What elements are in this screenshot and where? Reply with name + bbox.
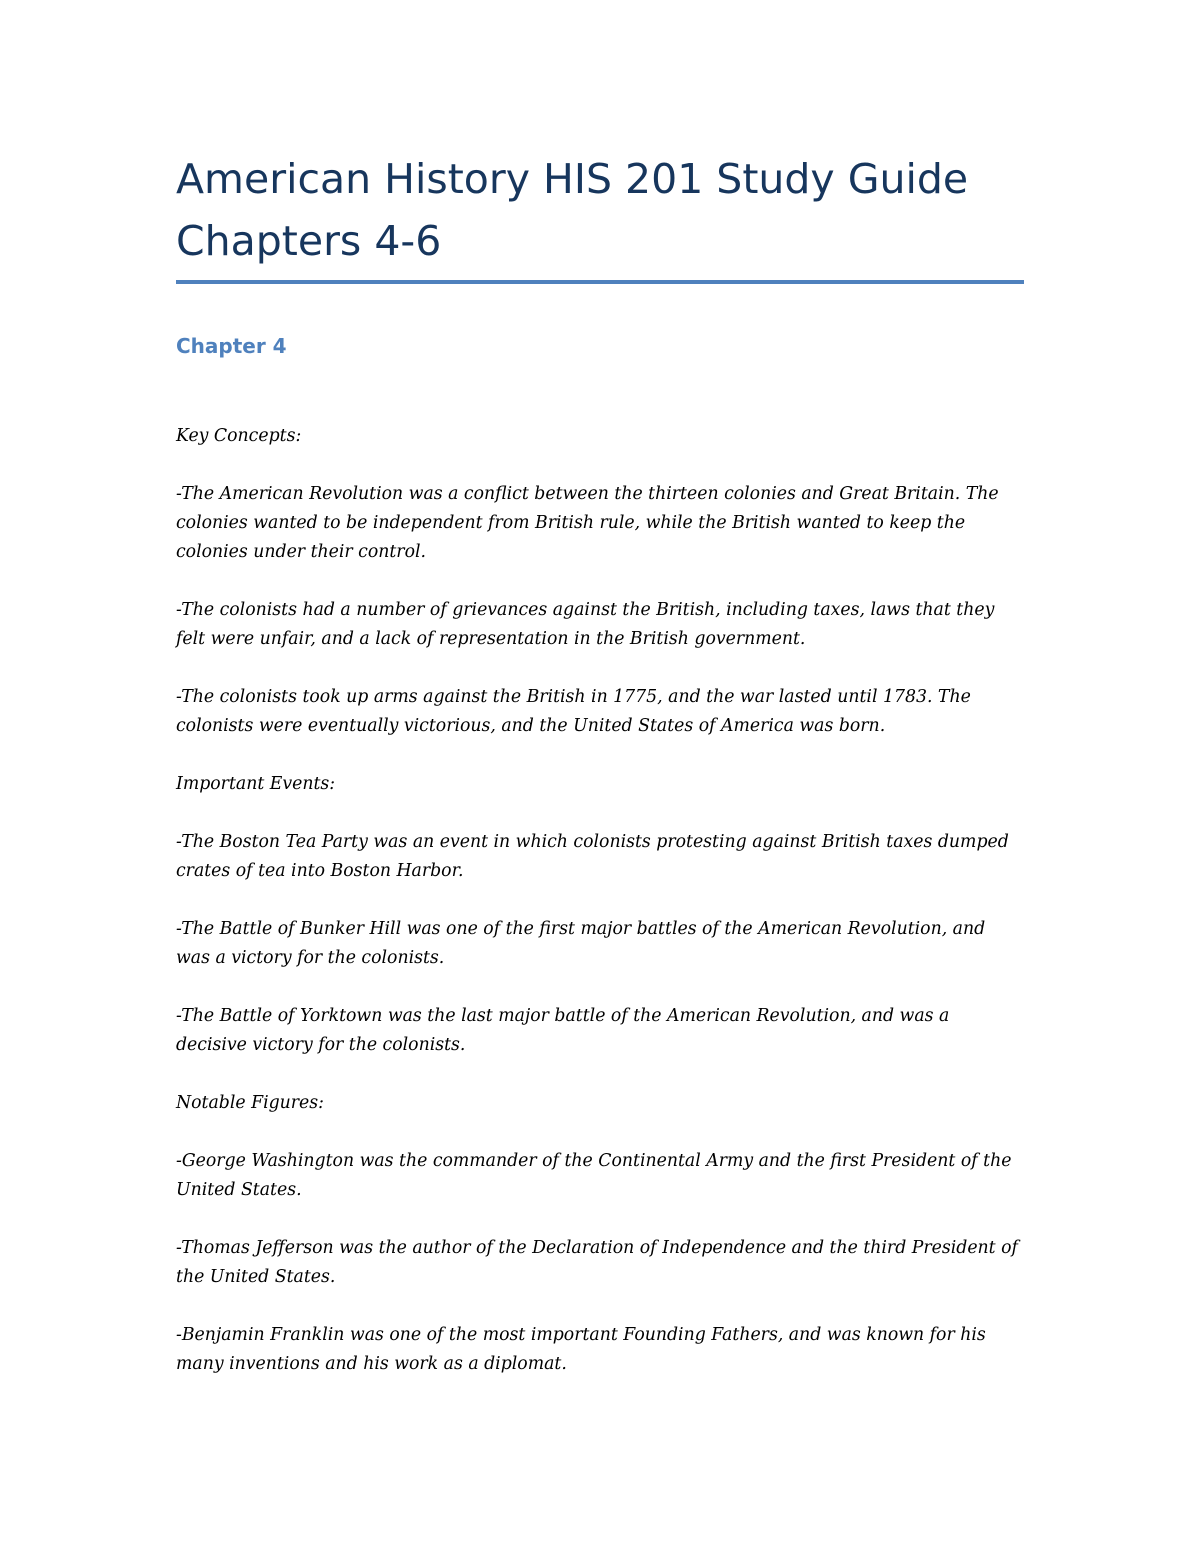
key-concept-item: -The colonists had a number of grievances against the British, including taxes, laws that they felt were unfair, and a lack of representation in the British government.	[176, 600, 995, 649]
important-events-label: Important Events:	[176, 774, 336, 794]
important-events-section	[176, 770, 1024, 1060]
event-item: -The Battle of Yorktown was the last major battle of the American Revolution, and was a decisive victory for the colonists.	[176, 1006, 950, 1055]
notable-figures-label: Notable Figures:	[176, 1093, 324, 1113]
notable-figures-section	[176, 1089, 1024, 1379]
key-concepts-section	[176, 422, 1024, 741]
document-title	[176, 148, 1024, 272]
title-line-2: Chapters 4-6	[176, 217, 442, 265]
chapter-heading: Chapter 4	[176, 334, 287, 358]
key-concept-item: -The American Revolution was a conflict between the thirteen colonies and Great Britain. The colonies wanted to be independent from British rule, while the British wanted to keep the colonies under their control.	[176, 484, 999, 562]
spacer	[176, 360, 1024, 422]
title-divider	[176, 280, 1024, 284]
figure-item: -Thomas Jefferson was the author of the Declaration of Independence and the third President of the United States.	[176, 1238, 1018, 1287]
event-item: -The Boston Tea Party was an event in which colonists protesting against British taxes dumped crates of tea into Boston Harbor.	[176, 832, 1009, 881]
figure-item: -Benjamin Franklin was one of the most important Founding Fathers, and was known for his many inventions and his work as a diplomat.	[176, 1325, 986, 1374]
key-concepts-label: Key Concepts:	[176, 426, 302, 446]
figure-item: -George Washington was the commander of the Continental Army and the first President of the United States.	[176, 1151, 1012, 1200]
key-concept-item: -The colonists took up arms against the British in 1775, and the war lasted until 1783. The colonists were eventually victorious, and the United States of America was born.	[176, 687, 971, 736]
document-page	[176, 148, 1024, 1379]
event-item: -The Battle of Bunker Hill was one of the first major battles of the American Revolution, and was a victory for the colonists.	[176, 919, 986, 968]
title-line-1: American History HIS 201 Study Guide	[176, 155, 969, 203]
